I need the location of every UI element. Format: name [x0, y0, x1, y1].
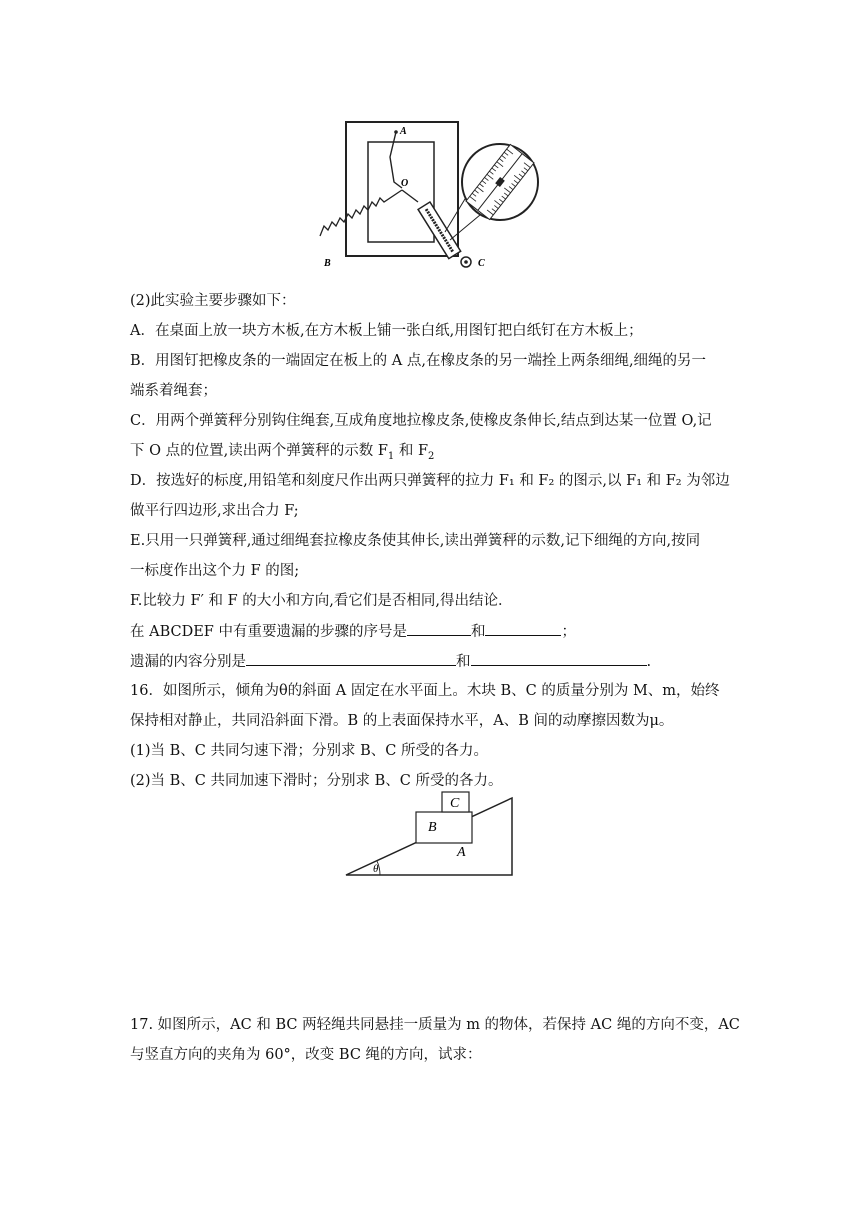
q15-ask2-and: 和: [456, 654, 471, 670]
q15-step-c-line1: C．用两个弹簧秤分别钩住绳套,互成角度地拉橡皮条,使橡皮条伸长,结点到达某一位置 O,记: [130, 413, 712, 429]
q16-part2: (2)当 B、C 共同加速下滑时；分别求 B、C 所受的各力。: [130, 773, 503, 789]
q15-step-c-line2: [130, 441, 740, 467]
figure1-label-o: O: [401, 178, 409, 189]
q15-ask-missing-content: [130, 651, 740, 672]
figure2-label-c: C: [450, 796, 460, 811]
figure1-label-c: C: [478, 258, 485, 269]
answer-blank-1[interactable]: [407, 621, 471, 636]
q15-step-f: F.比较力 F′ 和 F 的大小和方向,看它们是否相同,得出结论．: [130, 593, 513, 609]
q15-step-c-sub1: 1: [387, 450, 395, 462]
q16-line1: 16．如图所示，倾角为θ的斜面 A 固定在水平面上。木块 B、C 的质量分别为 M、m，始终: [130, 683, 720, 699]
q15-intro: (2)此实验主要步骤如下：: [130, 293, 296, 309]
q16-part1: (1)当 B、C 共同匀速下滑；分别求 B、C 所受的各力。: [130, 743, 488, 759]
q15-step-e-line2: 一标度作出这个力 F 的图;: [130, 563, 300, 579]
q15-ask-missing-steps: [130, 621, 740, 642]
figure1-label-b: B: [324, 258, 331, 269]
q15-ask1-and: 和: [470, 624, 486, 640]
answer-blank-4[interactable]: [471, 651, 647, 666]
figure2-label-a: A: [457, 845, 466, 860]
q15-ask1-end: ；: [561, 624, 576, 640]
q15-step-c-sub2: 2: [428, 450, 435, 462]
q15-step-b-line1: B．用图钉把橡皮条的一端固定在板上的 A 点,在橡皮条的另一端拴上两条细绳,细绳的另一: [130, 353, 707, 369]
q15-step-a: A．在桌面上放一块方木板,在方木板上铺一张白纸,用图钉把白纸钉在方木板上；: [130, 323, 643, 339]
figure2-label-theta: θ: [373, 863, 379, 875]
q17-line2: 与竖直方向的夹角为 60°，改变 BC 绳的方向，试求：: [130, 1047, 482, 1063]
q15-ask2-text: 遗漏的内容分别是: [130, 654, 246, 670]
q16-line2: 保持相对静止，共同沿斜面下滑。B 的上表面保持水平，A、B 间的动摩擦因数为μ。: [130, 713, 674, 729]
q15-step-d-line2: 做平行四边形,求出合力 F;: [130, 503, 299, 519]
q15-ask1-text: 在 ABCDEF 中有重要遗漏的步骤的序号是: [130, 624, 407, 640]
q15-ask2-end: .: [646, 654, 652, 670]
answer-blank-2[interactable]: [485, 621, 561, 636]
q15-step-d-line1: D．按选好的标度,用铅笔和刻度尺作出两只弹簧秤的拉力 F₁ 和 F₂ 的图示,以 F₁ 和 F₂ 为邻边: [130, 473, 730, 489]
q17-line1: 17. 如图所示，AC 和 BC 两轻绳共同悬挂一质量为 m 的物体，若保持 AC 绳的方向不变，AC: [130, 1017, 740, 1033]
q15-step-c-text-a: 下 O 点的位置,读出两个弹簧秤的示数 F: [130, 443, 388, 459]
figure2-label-b: B: [428, 820, 437, 835]
answer-blank-3[interactable]: [246, 651, 456, 666]
q15-step-b-line2: 端系着绳套；: [130, 383, 217, 399]
figure1-label-a: A: [400, 126, 407, 137]
q15-step-e-line1: E.只用一只弹簧秤,通过细绳套拉橡皮条使其伸长,读出弹簧秤的示数,记下细绳的方向,按同: [130, 533, 701, 549]
experiment-figure: [310, 112, 550, 277]
q15-step-c-text-c: 和 F: [394, 443, 429, 459]
incline-figure: [340, 788, 520, 880]
